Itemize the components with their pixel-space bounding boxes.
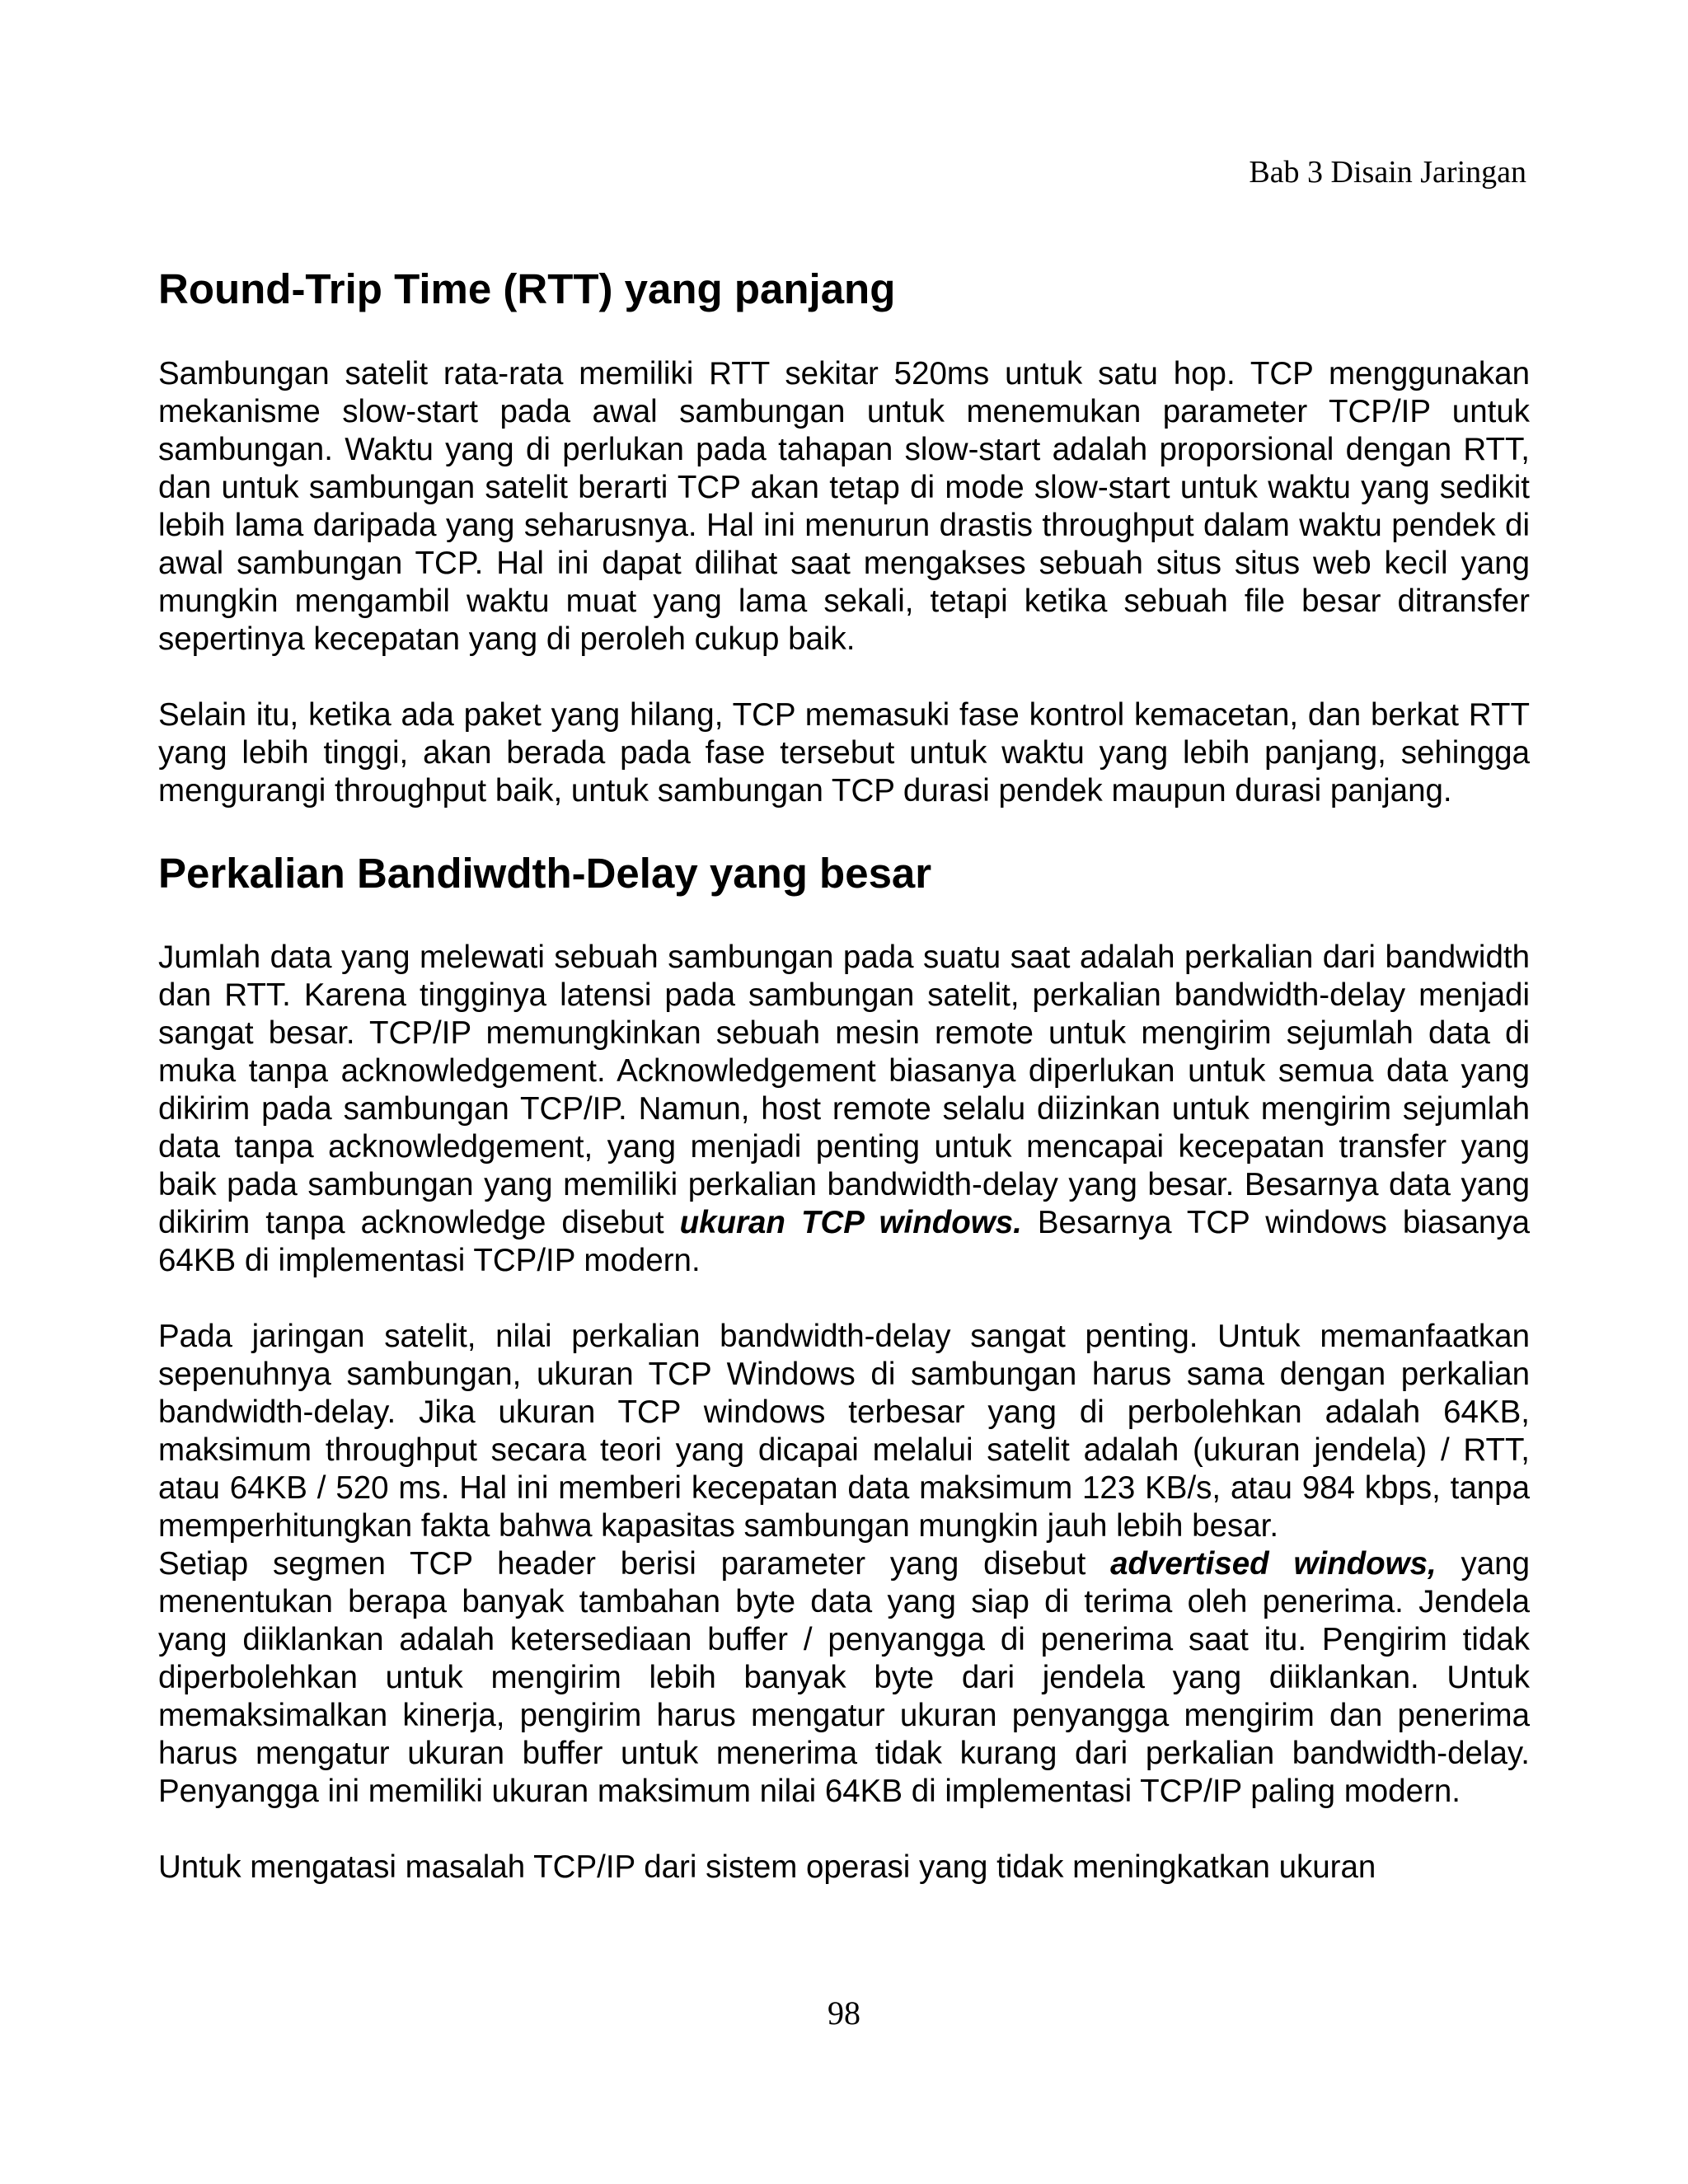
- paragraph: Sambungan satelit rata-rata memiliki RTT sekitar 520ms untuk satu hop. TCP menggunakan mekanisme slow-start pada awal sambungan untuk menemukan parameter TCP/IP untuk sambungan. Waktu yang di perlukan pada tahapan slow-start adalah proporsional dengan RTT, dan untuk sambungan satelit berarti TCP akan tetap di mode slow-start untuk waktu yang sedikit lebih lama daripada yang seharusnya. Hal ini menurun drastis throughput dalam waktu pendek di awal sambungan TCP. Hal ini dapat dilihat saat mengakses sebuah situs situs web kecil yang mungkin mengambil waktu muat yang lama sekali, tetapi ketika sebuah file besar ditransfer sepertinya kecepatan yang di peroleh cukup baik.: [158, 355, 1530, 657]
- section-heading-bandwidth-delay: Perkalian Bandiwdth-Delay yang besar: [158, 849, 932, 897]
- page-body: [158, 265, 1530, 1924]
- paragraph: [158, 939, 1530, 1280]
- running-header: Bab 3 Disain Jaringan: [1249, 155, 1526, 190]
- paragraph-text: yang menentukan berapa banyak tambahan byte data yang siap di terima oleh penerima. Jendela yang diiklankan adalah ketersediaan buffer / penyangga di penerima saat itu. Pengirim tidak diperbolehkan untuk mengirim lebih banyak byte dari jendela yang diiklankan. Untuk memaksimalkan kinerja, pengirim harus mengatur ukuran penyangga mengirim dan penerima harus mengatur ukuran buffer untuk menerima tidak kurang dari perkalian bandwidth-delay. Penyangga ini memiliki ukuran maksimum nilai 64KB di implementasi TCP/IP paling modern.: [158, 1546, 1530, 1810]
- emphasized-term: ukuran TCP windows.: [679, 1205, 1022, 1241]
- paragraph-text: Jumlah data yang melewati sebuah sambungan pada suatu saat adalah perkalian dari bandwidth dan RTT. Karena tingginya latensi pada sambungan satelit, perkalian bandwidth-delay menjadi sangat besar. TCP/IP memungkinkan sebuah mesin remote untuk mengirim sejumlah data di muka tanpa acknowledgement. Acknowledgement biasanya diperlukan untuk semua data yang dikirim pada sambungan TCP/IP. Namun, host remote selalu diizinkan untuk mengirim sejumlah data tanpa acknowledgement, yang menjadi penting untuk mencapai kecepatan transfer yang baik pada sambungan yang memiliki perkalian bandwidth-delay yang besar. Besarnya data yang dikirim tanpa acknowledge disebut: [158, 940, 1530, 1241]
- paragraph: Pada jaringan satelit, nilai perkalian bandwidth-delay sangat penting. Untuk memanfaatkan sepenuhnya sambungan, ukuran TCP Windows di sambungan harus sama dengan perkalian bandwidth-delay. Jika ukuran TCP windows terbesar yang di perbolehkan adalah 64KB, maksimum throughput secara teori yang dicapai melalui satelit adalah (ukuran jendela) / RTT, atau 64KB / 520 ms. Hal ini memberi kecepatan data maksimum 123 KB/s, atau 984 kbps, tanpa memperhitungkan fakta bahwa kapasitas sambungan mungkin jauh lebih besar.: [158, 1319, 1530, 1544]
- paragraph-text: Setiap segmen TCP header berisi parameter yang disebut: [158, 1546, 1111, 1582]
- page-number: 98: [828, 1994, 860, 2032]
- paragraph: Selain itu, ketika ada paket yang hilang, TCP memasuki fase kontrol kemacetan, dan berkat RTT yang lebih tinggi, akan berada pada fase tersebut untuk waktu yang lebih panjang, sehingga mengurangi throughput baik, untuk sambungan TCP durasi pendek maupun durasi panjang.: [158, 696, 1530, 808]
- section-heading-rtt: Round-Trip Time (RTT) yang panjang: [158, 265, 896, 312]
- paragraph-text: Besarnya TCP windows biasanya 64KB di implementasi TCP/IP modern.: [158, 1205, 1530, 1279]
- paragraph: [158, 1545, 1530, 1811]
- paragraph: Untuk mengatasi masalah TCP/IP dari sistem operasi yang tidak meningkatkan ukuran: [158, 1849, 1376, 1886]
- emphasized-term: advertised windows,: [1110, 1546, 1437, 1582]
